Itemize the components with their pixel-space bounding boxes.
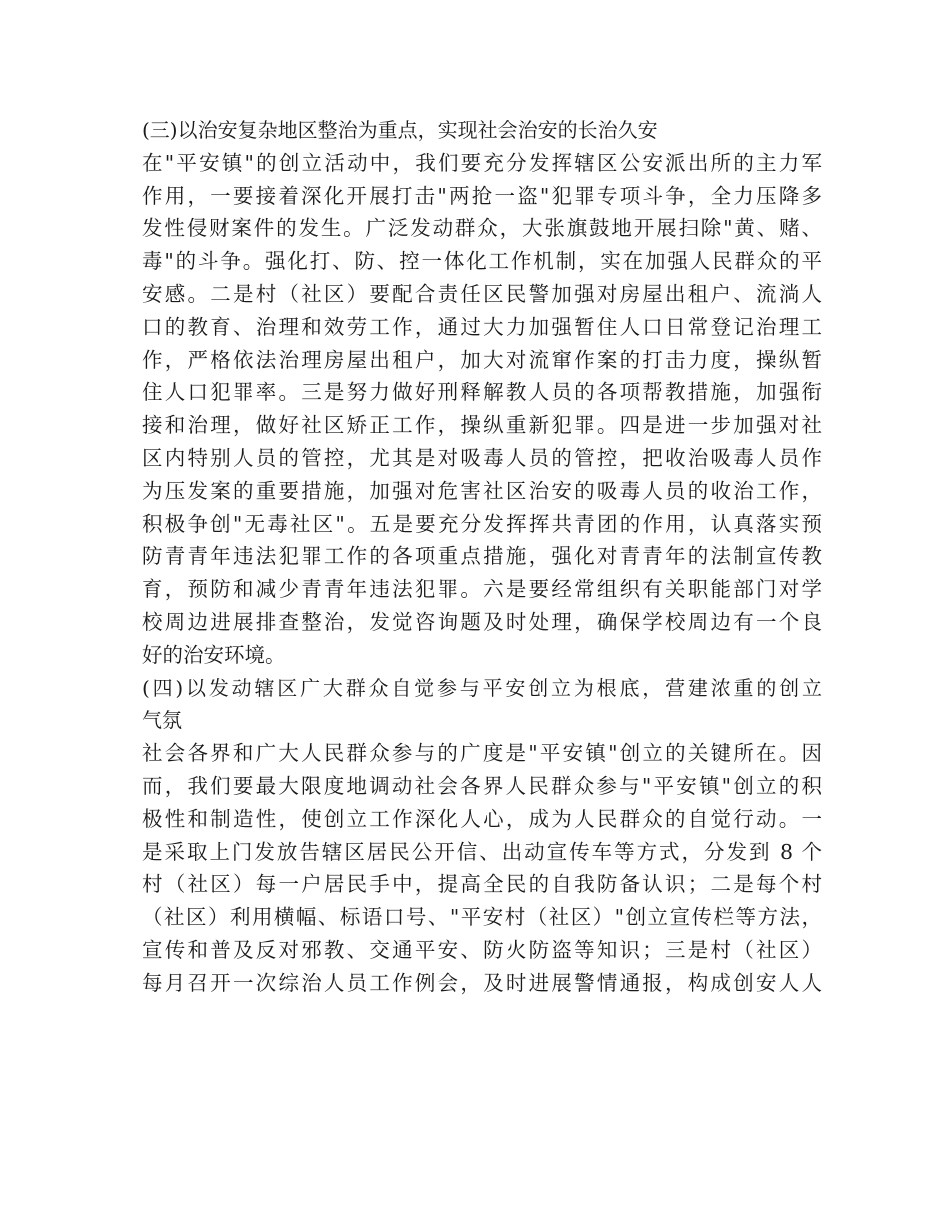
paragraph-line: 住人口犯罪率。三是努力做好刑释解教人员的各项帮教措施，加强衔 bbox=[142, 380, 822, 405]
paragraph-line: 安感。二是村（社区）要配合责任区民警加强对房屋出租户、流淌人 bbox=[142, 281, 822, 306]
paragraph-line: 校周边进展排查整治，发觉咨询题及时处理，确保学校周边有一个良 bbox=[142, 609, 822, 634]
paragraph-line-last: 好的治安环境。 bbox=[142, 642, 286, 667]
paragraph-line: 村（社区）每一户居民手中，提高全民的自我防备认识；二是每个村 bbox=[142, 872, 822, 897]
heading-line: (四)以发动辖区广大群众自觉参与平安创立为根底，营建浓重的创立 bbox=[142, 675, 822, 700]
paragraph-line: 为压发案的重要措施，加强对危害社区治安的吸毒人员的收治工作， bbox=[142, 478, 822, 503]
paragraph-line: 作，严格依法治理房屋出租户，加大对流窜作案的打击力度，操纵暂 bbox=[142, 347, 822, 372]
paragraph-line: 而，我们要最大限度地调动社会各界人民群众参与"平安镇"创立的积 bbox=[142, 773, 822, 798]
paragraph-line: 发性侵财案件的发生。广泛发动群众，大张旗鼓地开展扫除"黄、赌、 bbox=[142, 216, 822, 241]
paragraph-line: （社区）利用横幅、标语口号、"平安村（社区）"创立宣传栏等方法， bbox=[142, 905, 822, 930]
paragraph-line: 防青青年违法犯罪工作的各项重点措施，强化对青青年的法制宣传教 bbox=[142, 544, 822, 569]
section-3-heading bbox=[142, 114, 822, 147]
section-4-heading bbox=[142, 672, 822, 738]
heading-line: (三)以治安复杂地区整治为重点，实现社会治安的长治久安 bbox=[142, 118, 658, 142]
paragraph-line: 宣传和普及反对邪教、交通平安、防火防盗等知识；三是村（社区） bbox=[142, 937, 822, 962]
paragraph-line: 作用，一要接着深化开展打击"两抢一盗"犯罪专项斗争，全力压降多 bbox=[142, 183, 822, 208]
section-4-paragraph bbox=[142, 737, 822, 999]
paragraph-line: 育，预防和减少青青年违法犯罪。六是要经常组织有关职能部门对学 bbox=[142, 577, 822, 602]
paragraph-line: 社会各界和广大人民群众参与的广度是"平安镇"创立的关键所在。因 bbox=[142, 741, 822, 766]
paragraph-line: 每月召开一次综治人员工作例会，及时进展警情通报，构成创安人人 bbox=[142, 970, 822, 995]
heading-line: 气氛 bbox=[142, 708, 182, 733]
paragraph-line: 是采取上门发放告辖区居民公开信、出动宣传车等方式，分发到 8 个 bbox=[142, 839, 822, 864]
document-body bbox=[142, 114, 822, 1000]
paragraph-line: 区内特别人员的管控，尤其是对吸毒人员的管控，把收治吸毒人员作 bbox=[142, 445, 822, 470]
paragraph-line: 毒"的斗争。强化打、防、控一体化工作机制，实在加强人民群众的平 bbox=[142, 249, 822, 274]
paragraph-line: 积极争创"无毒社区"。五是要充分发挥挥共青团的作用，认真落实预 bbox=[142, 511, 822, 536]
paragraph-line: 极性和制造性，使创立工作深化人心，成为人民群众的自觉行动。一 bbox=[142, 806, 822, 831]
paragraph-line: 口的教育、治理和效劳工作，通过大力加强暂住人口日常登记治理工 bbox=[142, 314, 822, 339]
section-3-paragraph bbox=[142, 147, 822, 672]
paragraph-line: 在"平安镇"的创立活动中，我们要充分发挥辖区公安派出所的主力军 bbox=[142, 150, 822, 175]
paragraph-line: 接和治理，做好社区矫正工作，操纵重新犯罪。四是进一步加强对社 bbox=[142, 413, 822, 438]
